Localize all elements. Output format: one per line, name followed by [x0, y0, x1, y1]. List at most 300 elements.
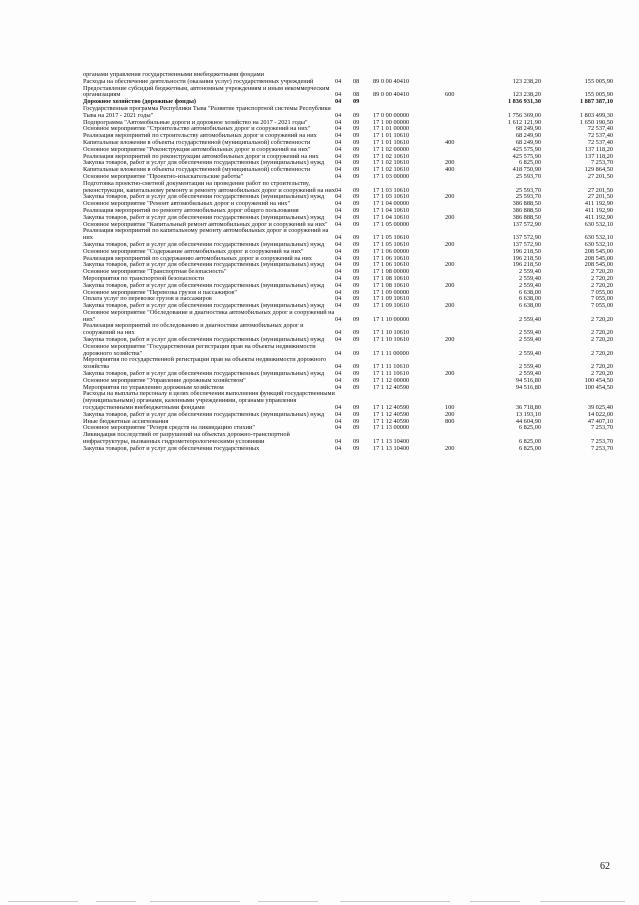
row-target-article: 17 1 09 00000 [373, 288, 410, 296]
row-name: Мероприятия по управлению дорожным хозяйством [83, 383, 224, 391]
row-expense-type [445, 106, 471, 120]
table-row [83, 357, 613, 371]
row-name: Закупка товаров, работ и услуг для обеспечения государственных (муниципальных) нужд [83, 261, 325, 269]
row-target-article: 17 1 06 10610 [373, 261, 410, 269]
row-target-article: 17 1 03 10610 [373, 193, 410, 201]
row-expense-type: 100 [445, 404, 455, 412]
row-amount-year-1: 386 888,50 [512, 206, 541, 214]
row-amount-year-1: 6 638,00 [518, 302, 541, 310]
row-amount-year-2: 2 720,20 [590, 336, 613, 344]
row-expense-type [445, 385, 471, 392]
row-amount-year-2: 72 537,40 [587, 132, 613, 140]
row-amount-year-1: 2 559,40 [518, 274, 541, 282]
row-section-code: 04 [335, 410, 342, 418]
row-expense-type [445, 432, 471, 446]
row-name: Ликвидация последствий от разрушений на объектах дорожно-транспортной инфраструктуры, вызванных гидрометеорологическими условиями [83, 431, 290, 446]
row-name: Капитальные вложения в объекты государственной (муниципальной) собственности [83, 166, 311, 174]
row-name: Основное мероприятие "Управление дорожным хозяйством" [83, 376, 246, 384]
row-amount-year-1: 386 888,50 [512, 213, 541, 221]
row-name: Закупка товаров, работ и услуг для обеспечения государственных (муниципальных) нужд [83, 281, 325, 289]
row-name: Мероприятия по транспортной безопасности [83, 274, 204, 282]
row-target-article: 17 1 13 00000 [373, 424, 410, 432]
row-amount-year-1: 94 516,80 [515, 376, 541, 384]
table-row [83, 391, 613, 411]
row-section-code: 04 [335, 186, 342, 194]
row-section-code: 04 [335, 77, 342, 85]
row-target-article [373, 99, 445, 106]
row-amount-year-2: 7 055,00 [590, 302, 613, 310]
row-amount-year-2: 2 720,20 [590, 315, 613, 323]
row-amount-year-2: 630 532,10 [584, 234, 613, 242]
row-name: Реализация мероприятий по содержанию автомобильных дорог и сооружений на них [83, 254, 312, 262]
row-amount-year-1: 2 559,40 [518, 329, 541, 337]
row-expense-type: 200 [445, 240, 455, 248]
row-section-code: 04 [335, 295, 342, 303]
row-amount-year-2: 208 545,00 [584, 261, 613, 269]
row-section-code: 04 [335, 213, 342, 221]
row-amount-year-2: 72 537,40 [587, 138, 613, 146]
row-subsection-code: 09 [353, 404, 360, 412]
row-subsection-code: 08 [353, 77, 360, 85]
row-expense-type [445, 99, 471, 106]
row-subsection-code: 09 [353, 111, 360, 119]
row-subsection-code: 09 [353, 376, 360, 384]
row-amount-year-2: 1 803 499,30 [579, 111, 613, 119]
row-amount-year-1: 94 516,80 [515, 383, 541, 391]
row-target-article: 17 1 04 00000 [373, 200, 410, 208]
row-subsection-code: 09 [353, 288, 360, 296]
row-expense-type [445, 290, 471, 297]
row-amount-year-1: 25 593,70 [515, 193, 541, 201]
row-amount-year-1: 425 575,90 [512, 152, 541, 160]
row-name: Расходы на выплаты персоналу в целях обеспечения выполнения функций государственными (муниципальными) органами, казенными учреждениями, органами управления государственными внебюджетными фондами [83, 390, 335, 412]
row-subsection-code: 09 [353, 329, 360, 337]
row-amount-year-2: 155 005,90 [584, 77, 613, 85]
row-target-article: 17 1 10 10610 [373, 336, 410, 344]
row-section-code: 04 [335, 363, 342, 371]
row-name: Основное мероприятие "Транспортная безопасность" [83, 268, 227, 276]
row-target-article: 89 0 00 40410 [373, 91, 410, 99]
row-name: Основное мероприятие "Ремонт автомобильных дорог и сооружений на них" [83, 200, 291, 208]
row-subsection-code: 09 [353, 206, 360, 214]
row-amount-year-2: 137 118,20 [584, 152, 613, 160]
table-row [83, 323, 613, 337]
row-amount-year-2: 1 650 190,50 [579, 118, 613, 126]
row-target-article: 17 1 12 40590 [373, 410, 410, 418]
row-section-code: 04 [335, 111, 342, 119]
row-subsection-code: 09 [353, 240, 360, 248]
row-subsection-code: 08 [353, 91, 360, 99]
row-expense-type: 400 [445, 166, 455, 174]
row-subsection-code: 09 [353, 410, 360, 418]
row-expense-type [445, 323, 471, 337]
table-row [83, 106, 613, 120]
row-expense-type [445, 269, 471, 276]
row-expense-type [445, 126, 471, 133]
row-name: Расходы на обеспечение деятельности (оказания услуг) государственных учреждений [83, 77, 314, 85]
row-subsection-code: 09 [353, 247, 360, 255]
row-amount-year-2: 39 025,40 [587, 404, 613, 412]
budget-table-body [83, 72, 613, 453]
row-subsection-code: 09 [353, 125, 360, 133]
row-amount-year-2: 14 022,00 [587, 410, 613, 418]
row-amount-year-2: 7 055,00 [590, 288, 613, 296]
row-expense-type [445, 249, 471, 256]
row-expense-type [445, 357, 471, 371]
row-subsection-code: 09 [353, 261, 360, 269]
row-amount-year-1: 137 572,90 [512, 234, 541, 242]
row-section-code: 04 [335, 274, 342, 282]
row-amount-year-1: 36 718,80 [515, 404, 541, 412]
row-amount-year-1: 2 559,40 [518, 363, 541, 371]
row-amount-year-1: 2 559,40 [518, 281, 541, 289]
row-subsection-code: 09 [353, 295, 360, 303]
row-subsection-code: 09 [353, 315, 360, 323]
row-subsection-code: 09 [353, 132, 360, 140]
row-amount-year-2: 2 720,20 [590, 268, 613, 276]
row-name: Оплата услуг по перевозке грузов и пассажиров [83, 295, 212, 303]
row-target-article: 17 1 09 10610 [373, 302, 410, 310]
row-amount-year-2: 630 532,10 [584, 220, 613, 228]
row-amount-year-2: 2 720,20 [590, 349, 613, 357]
row-section-code: 04 [335, 444, 342, 452]
table-row [83, 344, 613, 358]
row-amount-year-2: 411 192,90 [584, 200, 613, 208]
row-amount-year-2: 7 253,70 [590, 424, 613, 432]
row-target-article: 17 1 01 10610 [373, 138, 410, 146]
row-target-article: 17 1 12 40590 [373, 404, 410, 412]
row-subsection-code: 09 [353, 438, 360, 446]
row-name: Основное мероприятие "Капитальный ремонт автомобильных дорог и сооружений на них" [83, 220, 328, 228]
row-amount-year-2: 129 864,50 [584, 166, 613, 174]
row-section-code: 04 [335, 424, 342, 432]
row-amount-year-2: 630 532,10 [584, 240, 613, 248]
row-subsection-code: 09 [353, 383, 360, 391]
row-name: Основное мероприятие "Государственная регистрация прав на объекты недвижимости дорожного хозяйства" [83, 342, 316, 357]
row-target-article: 17 1 06 10610 [373, 254, 410, 262]
row-section-code: 04 [335, 247, 342, 255]
row-section-code: 04 [335, 234, 342, 242]
row-amount-year-1: 386 888,50 [512, 200, 541, 208]
row-name: Реализация мероприятий по строительству автомобильных дорог и сооружений на них [83, 132, 317, 140]
row-section-code: 04 [335, 438, 342, 446]
row-amount-year-1: 6 638,00 [518, 288, 541, 296]
table-row [83, 181, 613, 195]
row-amount-year-1: 196 218,50 [512, 247, 541, 255]
row-expense-type [445, 201, 471, 208]
row-target-article: 17 1 03 00000 [373, 172, 410, 180]
row-subsection-code: 09 [353, 281, 360, 289]
row-expense-type [445, 181, 471, 195]
row-name: Закупка товаров, работ и услуг для обеспечения государственных (муниципальных) нужд [83, 240, 325, 248]
row-section-code: 04 [335, 166, 342, 174]
row-subsection-code: 09 [353, 200, 360, 208]
row-amount-year-1: 13 193,10 [515, 410, 541, 418]
row-subsection-code: 09 [353, 274, 360, 282]
row-amount-year-2: 411 192,90 [584, 213, 613, 221]
row-amount-year-2: 2 720,20 [590, 274, 613, 282]
row-target-article: 17 1 00 00000 [373, 118, 410, 126]
row-section-code: 04 [335, 118, 342, 126]
row-expense-type: 200 [445, 370, 455, 378]
row-target-article: 17 1 11 00000 [373, 349, 409, 357]
row-subsection-code: 09 [353, 172, 360, 180]
row-name: Основное мероприятие "Содержание автомобильных дорог и сооружений на них" [83, 247, 304, 255]
row-amount-year-1: 25 593,70 [515, 172, 541, 180]
row-target-article: 17 1 03 10610 [373, 186, 410, 194]
row-target-article: 17 1 04 10610 [373, 206, 410, 214]
row-expense-type [445, 79, 471, 86]
page-number: 62 [600, 861, 610, 872]
row-section-code: 04 [335, 404, 342, 412]
row-subsection-code: 09 [353, 349, 360, 357]
row-section-code: 04 [335, 193, 342, 201]
row-target-article: 17 1 12 40590 [373, 383, 410, 391]
row-section-code: 04 [335, 152, 342, 160]
row-amount-year-2: 7 253,70 [590, 438, 613, 446]
row-expense-type: 200 [445, 410, 455, 418]
row-section-code: 04 [335, 383, 342, 391]
row-subsection-code: 09 [353, 193, 360, 201]
row-section-code: 04 [335, 200, 342, 208]
row-subsection-code: 09 [353, 444, 360, 452]
row-subsection-code: 09 [353, 145, 360, 153]
row-amount-year-2: 2 720,20 [590, 281, 613, 289]
row-amount-year-2: 7 253,70 [590, 159, 613, 167]
row-amount-year-1: 1 756 369,00 [507, 111, 541, 119]
row-target-article: 17 1 01 10610 [373, 132, 410, 140]
row-amount-year-2: 100 454,50 [584, 376, 613, 384]
row-subsection-code: 09 [353, 220, 360, 228]
row-amount-year-1: 2 559,40 [518, 268, 541, 276]
row-amount-year-2: 7 055,00 [590, 295, 613, 303]
row-target-article: 17 1 09 10610 [373, 295, 410, 303]
row-subsection-code: 09 [353, 159, 360, 167]
row-section-code: 04 [335, 302, 342, 310]
table-row [83, 86, 613, 100]
row-target-article: 17 1 12 40590 [373, 417, 410, 425]
row-target-article: 17 1 06 00000 [373, 247, 410, 255]
row-amount-year-2: 27 201,50 [587, 172, 613, 180]
row-amount-year-2: 208 545,00 [584, 254, 613, 262]
row-amount-year-1: 196 218,50 [512, 261, 541, 269]
row-amount-year-1: 25 593,70 [515, 186, 541, 194]
row-target-article: 17 1 02 10610 [373, 152, 410, 160]
row-target-article: 17 1 10 00000 [373, 315, 410, 323]
row-subsection-code: 09 [353, 234, 360, 242]
row-amount-year-1: 6 825,00 [518, 438, 541, 446]
row-target-article: 17 1 13 10400 [373, 444, 410, 452]
row-name: Основное мероприятие "Реконструкция автомобильных дорог и сооружений на них" [83, 145, 311, 153]
row-amount-year-1: 2 559,40 [518, 370, 541, 378]
row-amount-year-1: 425 575,90 [512, 145, 541, 153]
row-name: Дорожное хозяйство (дорожные фонды) [83, 98, 197, 106]
row-name: Мероприятия по государственной регистрации прав на объекты недвижимости дорожного хозяйства [83, 356, 327, 371]
row-expense-type [445, 120, 471, 127]
row-section-code: 04 [335, 288, 342, 296]
row-amount-year-1: 68 249,90 [515, 138, 541, 146]
row-expense-type [445, 378, 471, 385]
row-subsection-code: 09 [353, 268, 360, 276]
row-name: Основное мероприятие "Перевозка грузов и пассажиров" [83, 288, 237, 296]
row-expense-type: 200 [445, 336, 455, 344]
row-section-code: 04 [335, 145, 342, 153]
row-amount-year-1: 6 825,00 [518, 444, 541, 452]
row-name: Реализация мероприятий по капитальному ремонту автомобильных дорог и сооружений на них [83, 227, 329, 242]
row-section-code: 04 [335, 125, 342, 133]
table-row [83, 446, 613, 453]
row-subsection-code: 09 [353, 370, 360, 378]
row-name: Реализация мероприятий по ремонту автомобильных дорог общего пользования [83, 206, 299, 214]
row-amount-year-1: 6 825,00 [518, 159, 541, 167]
row-amount-year-1: 196 218,50 [512, 254, 541, 262]
row-amount-year-2: 100 454,50 [584, 383, 613, 391]
row-expense-type [445, 344, 471, 358]
row-target-article: 17 1 04 10610 [373, 213, 410, 221]
row-section-code: 04 [335, 172, 342, 180]
row-name: Реализация мероприятий по реконструкции автомобильных дорог и сооружений на них [83, 152, 319, 160]
row-expense-type: 200 [445, 302, 455, 310]
row-expense-type [445, 147, 471, 154]
row-amount-year-1: 2 559,40 [518, 349, 541, 357]
row-section-code: 04 [335, 98, 342, 106]
row-amount-year-2: 137 118,20 [584, 145, 613, 153]
row-name: Предоставление субсидий бюджетным, автономным учреждениям и иным некоммерческим организациям [83, 84, 330, 99]
row-subsection-code: 09 [353, 166, 360, 174]
row-name: Закупка товаров, работ и услуг для обеспечения государственных (муниципальных) нужд [83, 410, 325, 418]
row-section-code: 04 [335, 138, 342, 146]
row-target-article: 89 0 00 40410 [373, 77, 410, 85]
row-amount-year-2: 1 887 387,10 [579, 98, 613, 106]
row-target-article: 17 1 13 10400 [373, 438, 410, 446]
row-subsection-code: 09 [353, 98, 360, 106]
row-target-article: 17 1 08 10610 [373, 274, 410, 282]
row-name: Закупка товаров, работ и услуг для обеспечения государственных (муниципальных) нужд [83, 370, 325, 378]
row-amount-year-1: 137 572,90 [512, 220, 541, 228]
row-amount-year-2: 155 005,90 [584, 91, 613, 99]
row-amount-year-2: 27 201,50 [587, 193, 613, 201]
row-amount-year-1: 68 249,90 [515, 132, 541, 140]
table-row [83, 310, 613, 324]
row-amount-year-1: 418 750,90 [512, 166, 541, 174]
row-name: Основное мероприятие "Проектно-изыскательские работы" [83, 172, 244, 180]
scan-edge-marks [0, 899, 639, 905]
table-row [83, 432, 613, 446]
row-amount-year-2: 2 720,20 [590, 363, 613, 371]
row-subsection-code: 09 [353, 302, 360, 310]
row-subsection-code: 09 [353, 424, 360, 432]
row-amount-year-2: 2 720,20 [590, 329, 613, 337]
row-expense-type [445, 228, 471, 242]
row-amount-year-1: 44 604,90 [515, 417, 541, 425]
row-section-code: 04 [335, 349, 342, 357]
row-expense-type [445, 222, 471, 229]
row-target-article: 17 1 08 00000 [373, 268, 410, 276]
row-amount-year-1: 6 638,00 [518, 295, 541, 303]
row-amount-year-1: 1 836 931,30 [507, 98, 541, 106]
row-name: Капитальные вложения в объекты государственной (муниципальной) собственности [83, 138, 311, 146]
row-target-article: 17 1 12 00000 [373, 376, 410, 384]
row-subsection-code: 09 [353, 138, 360, 146]
row-target-article: 17 1 11 10610 [373, 363, 409, 371]
row-section-code: 04 [335, 91, 342, 99]
row-subsection-code: 09 [353, 118, 360, 126]
row-section-code: 04 [335, 206, 342, 214]
row-expense-type: 200 [445, 159, 455, 167]
row-name: Основное мероприятие "Обследование и диагностика автомобильных дорог и сооружений на них" [83, 308, 335, 323]
row-section-code: 04 [335, 254, 342, 262]
row-subsection-code: 09 [353, 254, 360, 262]
row-amount-year-1: 6 825,00 [518, 424, 541, 432]
row-name: Подпрограмма "Автомобильные дороги и дорожное хозяйство на 2017 - 2021 годы" [83, 118, 308, 126]
row-section-code: 04 [335, 336, 342, 344]
row-amount-year-2: 47 407,10 [587, 417, 613, 425]
row-section-code: 04 [335, 417, 342, 425]
row-expense-type: 200 [445, 281, 455, 289]
row-expense-type: 800 [445, 417, 455, 425]
row-section-code: 04 [335, 370, 342, 378]
row-amount-year-1: 2 559,40 [518, 315, 541, 323]
row-amount-year-1: 2 559,40 [518, 336, 541, 344]
row-name: Подготовка проектно-сметной документации на проведение работ по строительству, реконструкции, капитальному ремонту и ремонту автомобильных дорог и сооружений на них [83, 179, 335, 194]
row-amount-year-2: 7 253,70 [590, 444, 613, 452]
row-name: Закупка товаров, работ и услуг для обеспечения государственных (муниципальных) нужд [83, 213, 325, 221]
row-expense-type: 200 [445, 193, 455, 201]
row-name: Закупка товаров, работ и услуг для обеспечения государственных (муниципальных) нужд [83, 159, 325, 167]
row-target-article: 17 1 05 00000 [373, 220, 410, 228]
row-name: Основное мероприятие "Резерв средств на ликвидацию стихии" [83, 424, 255, 432]
row-expense-type [445, 72, 471, 79]
row-target-article: 17 1 05 10610 [373, 234, 410, 242]
row-expense-type: 200 [445, 213, 455, 221]
row-target-article: 17 1 02 10610 [373, 159, 410, 167]
row-section-code: 04 [335, 240, 342, 248]
table-row [83, 228, 613, 242]
row-section-code: 04 [335, 315, 342, 323]
row-target-article: 17 1 01 00000 [373, 125, 410, 133]
row-target-article: 17 1 02 00000 [373, 145, 410, 153]
row-target-article: 17 1 11 10610 [373, 370, 409, 378]
row-expense-type: 400 [445, 138, 455, 146]
row-subsection-code: 09 [353, 186, 360, 194]
budget-table [83, 72, 613, 453]
row-name: Закупка товаров, работ и услуг для обеспечения государственных (муниципальных) нужд [83, 336, 325, 344]
row-section-code: 04 [335, 159, 342, 167]
row-name: Реализация мероприятий по обследованию и диагностике автомобильных дорог и сооружений на них [83, 322, 304, 337]
row-amount-year-1: 68 249,90 [515, 125, 541, 133]
row-amount-year-2: 27 201,50 [587, 186, 613, 194]
row-name: Государственная программа Республики Тыва "Развитие транспортной системы Республики Тыва на 2017 - 2021 годы" [83, 104, 331, 119]
row-expense-type: 200 [445, 261, 455, 269]
row-target-article: 17 1 10 10610 [373, 329, 410, 337]
row-name: Основное мероприятие "Строительство автомобильных дорог и сооружений на них" [83, 125, 311, 133]
row-subsection-code: 09 [353, 213, 360, 221]
row-amount-year-1: 137 572,90 [512, 240, 541, 248]
row-subsection-code: 09 [353, 417, 360, 425]
row-expense-type [445, 310, 471, 324]
row-target-article: 17 1 08 10610 [373, 281, 410, 289]
row-section-code: 04 [335, 132, 342, 140]
row-name: Закупка товаров, работ и услуг для обеспечения государственных (муниципальных) нужд [83, 193, 325, 201]
row-subsection-code: 09 [353, 152, 360, 160]
row-name: Закупка товаров, работ и услуг для обеспечения государственных [83, 444, 260, 452]
row-expense-type [445, 425, 471, 432]
row-target-article: 17 0 00 00000 [373, 111, 410, 119]
row-amount-year-1: 1 612 121,90 [507, 118, 541, 126]
row-amount-year-1: 123 238,20 [512, 91, 541, 99]
row-name: Иные бюджетные ассигнования [83, 417, 169, 425]
row-name: Закупка товаров, работ и услуг для обеспечения государственных (муниципальных) нужд [83, 302, 325, 310]
